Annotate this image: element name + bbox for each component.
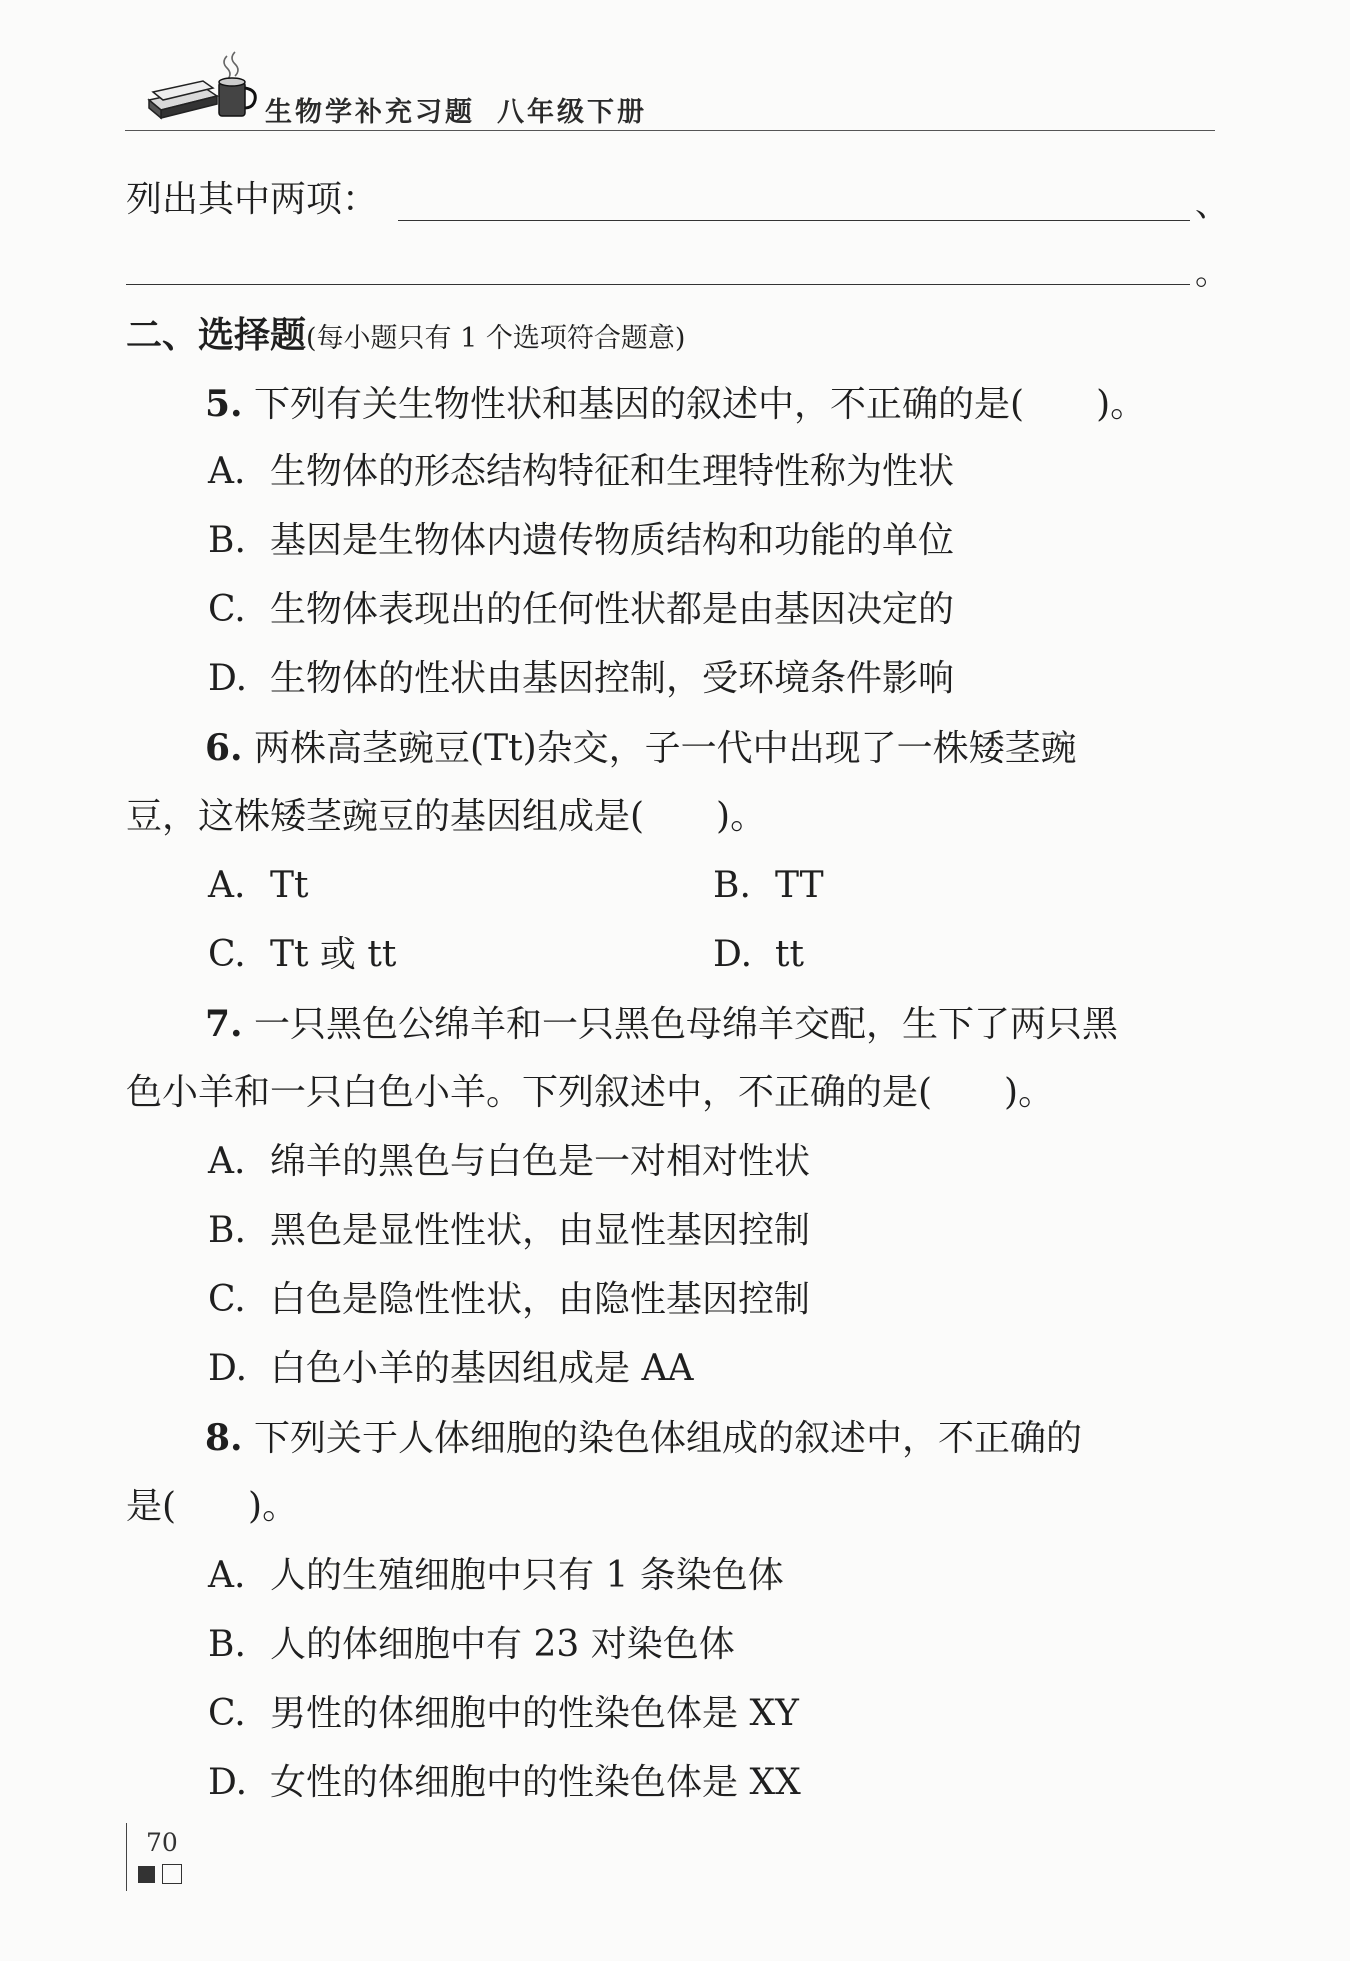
question-7-continued: 色小羊和一只白色小羊。下列叙述中，不正确的是( )。	[126, 1072, 1055, 1113]
option-letter: C.	[208, 1693, 246, 1734]
question-number: 8.	[205, 1417, 243, 1459]
option-5d[interactable]	[208, 658, 955, 699]
option-letter: C.	[208, 934, 246, 975]
option-5c[interactable]	[208, 589, 955, 630]
page-header	[125, 38, 1215, 133]
question-6-continued: 豆，这株矮茎豌豆的基因组成是( )。	[126, 796, 767, 837]
option-text: tt	[775, 934, 804, 975]
option-letter: B.	[713, 865, 751, 906]
section-title: 二、选择题	[126, 315, 307, 356]
option-5a[interactable]	[208, 451, 955, 492]
option-letter: A.	[208, 1555, 246, 1596]
option-text: 白色小羊的基因组成是 AA	[270, 1348, 694, 1389]
option-7a[interactable]	[208, 1141, 811, 1182]
question-8-continued: 是( )。	[126, 1486, 299, 1527]
section-note: (每小题只有 1 个选项符合题意)	[306, 323, 686, 354]
answer-blank-1[interactable]	[398, 220, 1190, 221]
question-text: 下列有关生物性状和基因的叙述中，不正确的是( )。	[254, 384, 1147, 425]
option-6c[interactable]	[208, 934, 397, 975]
option-text: 人的生殖细胞中只有 1 条染色体	[270, 1555, 784, 1596]
option-letter: A.	[208, 451, 246, 492]
filled-square-icon	[138, 1866, 155, 1883]
section-heading	[126, 315, 686, 356]
option-letter: B.	[208, 1210, 246, 1251]
answer-blank-2[interactable]	[126, 284, 1190, 285]
question-6-stem	[205, 727, 1077, 769]
comma-mark: 、	[1195, 185, 1229, 225]
option-text: 绵羊的黑色与白色是一对相对性状	[270, 1141, 811, 1182]
option-6a[interactable]	[208, 865, 309, 906]
empty-square-icon	[162, 1864, 182, 1884]
book-title: 生物学补充习题	[265, 97, 475, 128]
option-text: Tt	[270, 865, 309, 906]
question-text: 下列关于人体细胞的染色体组成的叙述中，不正确的	[254, 1418, 1083, 1459]
grade-label: 八年级下册	[497, 97, 647, 128]
option-text: 生物体的性状由基因控制，受环境条件影响	[270, 658, 955, 699]
option-7c[interactable]	[208, 1279, 811, 1320]
option-letter: D.	[713, 934, 753, 975]
option-letter: C.	[208, 1279, 246, 1320]
question-number: 6.	[205, 727, 243, 769]
option-letter: C.	[208, 589, 246, 630]
option-letter: B.	[208, 1624, 246, 1665]
option-8c[interactable]	[208, 1693, 799, 1734]
option-letter: D.	[208, 658, 248, 699]
option-text: 基因是生物体内遗传物质结构和功能的单位	[270, 520, 955, 561]
option-text: 人的体细胞中有 23 对染色体	[270, 1624, 735, 1665]
option-8d[interactable]	[208, 1762, 801, 1803]
option-text: 生物体表现出的任何性状都是由基因决定的	[270, 589, 955, 630]
question-text: 两株高茎豌豆(Tt)杂交，子一代中出现了一株矮茎豌	[254, 728, 1077, 769]
option-letter: B.	[208, 520, 246, 561]
option-text: 男性的体细胞中的性染色体是 XY	[270, 1693, 799, 1734]
question-7-stem	[205, 1003, 1119, 1045]
page-number: 70	[146, 1828, 178, 1857]
option-text: Tt 或 tt	[270, 934, 397, 975]
option-7d[interactable]	[208, 1348, 694, 1389]
option-text: 生物体的形态结构特征和生理特性称为性状	[270, 451, 955, 492]
header-rule	[125, 130, 1215, 131]
option-6b[interactable]	[713, 865, 824, 906]
question-number: 7.	[205, 1003, 243, 1045]
option-8a[interactable]	[208, 1555, 784, 1596]
option-7b[interactable]	[208, 1210, 811, 1251]
option-letter: A.	[208, 865, 246, 906]
option-5b[interactable]	[208, 520, 955, 561]
question-text: 一只黑色公绵羊和一只黑色母绵羊交配，生下了两只黑	[254, 1004, 1119, 1045]
question-8-stem	[205, 1417, 1083, 1459]
option-6d[interactable]	[713, 934, 804, 975]
question-number: 5.	[205, 383, 243, 425]
option-letter: D.	[208, 1348, 248, 1389]
list-prompt: 列出其中两项：	[126, 179, 379, 220]
option-letter: A.	[208, 1141, 246, 1182]
option-text: 黑色是显性性状，由显性基因控制	[270, 1210, 811, 1251]
option-text: 女性的体细胞中的性染色体是 XX	[270, 1762, 801, 1803]
header-title	[265, 90, 647, 129]
option-letter: D.	[208, 1762, 248, 1803]
books-and-mug-icon	[147, 48, 267, 128]
period-mark: 。	[1195, 253, 1229, 293]
option-8b[interactable]	[208, 1624, 735, 1665]
option-text: 白色是隐性性状，由隐性基因控制	[270, 1279, 811, 1320]
question-5-stem	[205, 383, 1147, 425]
footer-rule	[126, 1823, 127, 1891]
option-text: TT	[775, 865, 824, 906]
